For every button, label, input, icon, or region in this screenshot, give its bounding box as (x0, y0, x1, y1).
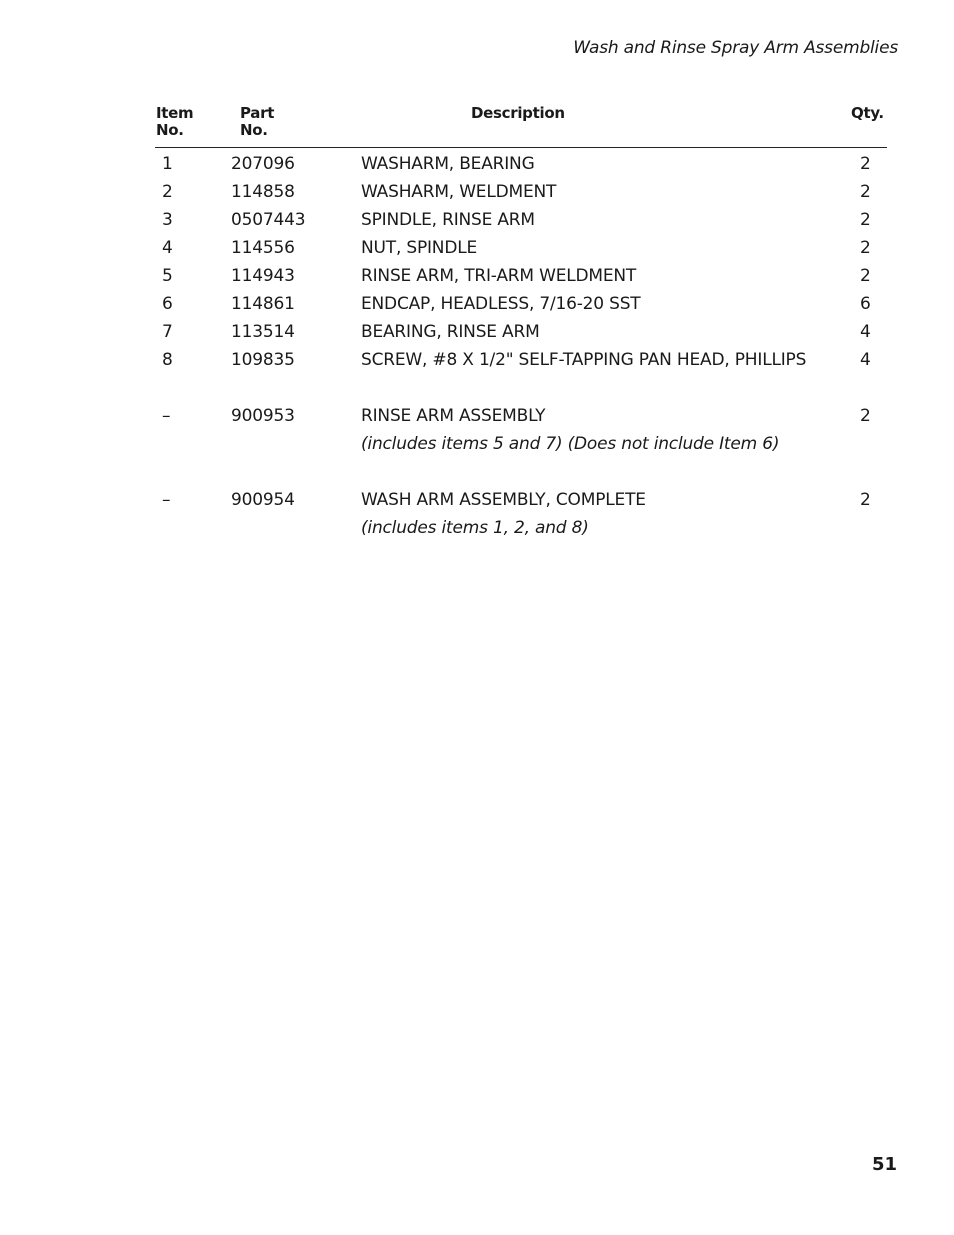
item-number: – (162, 490, 171, 510)
item-number: 5 (162, 266, 173, 286)
part-number: 900953 (231, 406, 295, 426)
running-head: Wash and Rinse Spray Arm Assemblies (573, 38, 898, 58)
description: WASHARM, WELDMENT (361, 182, 557, 202)
part-number: 113514 (231, 322, 295, 342)
item-number: 7 (162, 322, 173, 342)
quantity: 2 (860, 490, 871, 510)
item-no-header (156, 105, 193, 139)
part-number: 114861 (231, 294, 295, 314)
assembly-note-row (0, 434, 954, 458)
part-number: 900954 (231, 490, 295, 510)
item-header-line1: Item (156, 104, 194, 122)
part-number: 114943 (231, 266, 295, 286)
part-number: 109835 (231, 350, 295, 370)
table-row (0, 154, 954, 178)
quantity: 2 (860, 154, 871, 174)
table-row (0, 266, 954, 290)
part-no-header (240, 105, 274, 139)
item-header-line2: No. (156, 121, 184, 139)
table-row (0, 210, 954, 234)
description: SPINDLE, RINSE ARM (361, 210, 535, 230)
description: RINSE ARM ASSEMBLY (361, 406, 546, 426)
quantity: 6 (860, 294, 871, 314)
header-rule (155, 147, 887, 148)
quantity: 2 (860, 210, 871, 230)
item-number: 1 (162, 154, 173, 174)
assembly-row (0, 490, 954, 514)
table-row (0, 182, 954, 206)
assembly-note-row (0, 518, 954, 542)
table-row (0, 350, 954, 374)
assembly-note: (includes items 1, 2, and 8) (361, 518, 589, 538)
item-number: 4 (162, 238, 173, 258)
part-number: 0507443 (231, 210, 306, 230)
page-number: 51 (871, 1154, 897, 1175)
table-row (0, 322, 954, 346)
table-row (0, 294, 954, 318)
assembly-row (0, 406, 954, 430)
part-header-line1: Part (240, 104, 275, 122)
item-number: – (162, 406, 171, 426)
part-header-line2: No. (240, 121, 268, 139)
description: NUT, SPINDLE (361, 238, 478, 258)
part-number: 114556 (231, 238, 295, 258)
description: ENDCAP, HEADLESS, 7/16-20 SST (361, 294, 641, 314)
description: SCREW, #8 X 1/2" SELF-TAPPING PAN HEAD, PHILLIPS (361, 350, 807, 370)
quantity: 2 (860, 266, 871, 286)
description: WASH ARM ASSEMBLY, COMPLETE (361, 490, 646, 510)
quantity: 4 (860, 350, 871, 370)
quantity: 2 (860, 406, 871, 426)
quantity: 2 (860, 238, 871, 258)
part-number: 114858 (231, 182, 295, 202)
item-number: 6 (162, 294, 173, 314)
assembly-note: (includes items 5 and 7) (Does not include Item 6) (361, 434, 780, 454)
description: WASHARM, BEARING (361, 154, 535, 174)
description: BEARING, RINSE ARM (361, 322, 540, 342)
item-number: 2 (162, 182, 173, 202)
quantity: 4 (860, 322, 871, 342)
quantity: 2 (860, 182, 871, 202)
qty-header: Qty. (851, 104, 884, 122)
description-header: Description (471, 104, 565, 122)
item-number: 8 (162, 350, 173, 370)
table-row (0, 238, 954, 262)
item-number: 3 (162, 210, 173, 230)
description: RINSE ARM, TRI-ARM WELDMENT (361, 266, 637, 286)
part-number: 207096 (231, 154, 295, 174)
